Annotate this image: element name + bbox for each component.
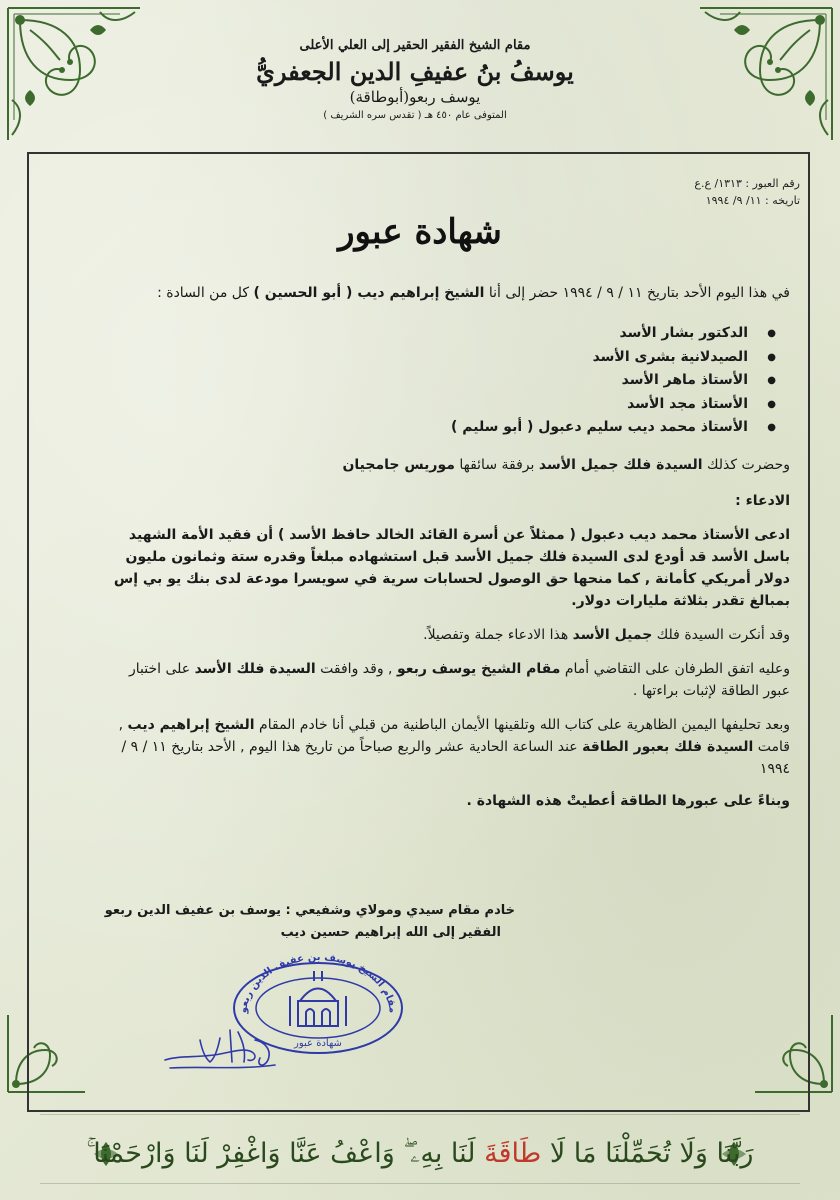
- document-title: شهادة عبور: [338, 212, 502, 252]
- attendee-list: [105, 322, 790, 440]
- list-item: ● الأستاذ ماهر الأسد: [105, 369, 760, 393]
- oath-sheikh: الشيخ إبراهيم ديب: [127, 716, 255, 733]
- handwritten-signature: [160, 1010, 280, 1080]
- signature-scribble-icon: [160, 1010, 280, 1080]
- letterhead-line: مقام الشيخ الفقير الحقير إلى العلي الأعلى: [299, 38, 531, 53]
- attended-lady: السيدة فلك جميل الأسد: [538, 456, 703, 473]
- intro-sheikh: الشيخ إبراهيم ديب ( أبو الحسين ): [253, 285, 485, 301]
- attended-paragraph: [105, 454, 790, 476]
- signature-block: [105, 900, 515, 944]
- oath-crossing: السيدة فلك بعبور الطاقة: [582, 738, 754, 755]
- list-item: ● الأستاذ محمد ديب سليم دعبول ( أبو سليم ): [105, 416, 760, 440]
- deny-paragraph: [105, 624, 790, 646]
- agree-text-end: على اختبار عبور الطاقة لإثبات براءتها .: [129, 660, 790, 699]
- letterhead-alias: يوسف ربعو(أبوطاقة): [349, 88, 481, 106]
- deny-name: جميل الأسد: [572, 626, 653, 643]
- document-body: [105, 282, 790, 812]
- claim-heading: الادعاء :: [735, 492, 790, 509]
- agree-paragraph: [105, 658, 790, 702]
- oath-text: وبعد تحليفها اليمين الظاهرية على كتاب الله وتلقينها الأيمان الباطنية من قبلي أنا خادم المقام: [254, 716, 790, 733]
- oath-text-end: عند الساعة الحادية عشر والربع صباحاً من تاريخ هذا اليوم , الأحد بتاريخ ١١ / ٩ / ١٩٩٤: [121, 738, 790, 777]
- attended-driver: موريس جامجيان: [342, 456, 455, 473]
- letterhead-name: يوسفُ بنُ عفيفِ الدين الجعفريُّ: [256, 57, 574, 86]
- reference-block: [694, 175, 800, 209]
- crossing-number: رقم العبور : ١٣١٣/ ع.ع: [694, 177, 800, 190]
- verse-highlight: طَاقَةَ: [484, 1138, 542, 1169]
- deny-text-end: هذا الادعاء جملة وتفصيلاً.: [423, 626, 573, 643]
- corner-ornament-top-right: [690, 0, 840, 150]
- letterhead-died: المتوفى عام ٤٥٠ هـ ( تقدس سره الشريف ): [323, 110, 507, 121]
- quran-verse: [0, 1138, 840, 1170]
- verse-footer: [0, 1104, 840, 1200]
- floral-ornament-icon: [690, 0, 840, 150]
- signature-name: الفقير إلى الله إبراهيم حسين ديب: [280, 925, 501, 940]
- verse-part-1: رَبَّنَا وَلَا تُحَمِّلْنَا مَا لَا: [541, 1138, 754, 1169]
- final-statement: وبناءً على عبورها الطاقة أعطيتْ هذه الشهادة .: [466, 792, 790, 809]
- list-item: ● الدكتور بشار الأسد: [105, 322, 760, 346]
- corner-ornament-top-left: [0, 0, 150, 150]
- verse-part-2: لَنَا بِهِۦ ۖ وَاعْفُ عَنَّا وَاغْفِرْ لَنَا وَارْحَمْنَا ۚ: [86, 1138, 485, 1169]
- agree-shrine: مقام الشيخ يوسف ربعو: [396, 660, 561, 677]
- agree-lady: السيدة فلك الأسد: [194, 660, 316, 677]
- intro-paragraph: [105, 282, 790, 304]
- intro-text-end: كل من السادة :: [157, 285, 254, 301]
- deny-text: وقد أنكرت السيدة فلك: [652, 626, 790, 643]
- list-item: ● الأستاذ مجد الأسد: [105, 393, 760, 417]
- list-item: ● الصيدلانية بشرى الأسد: [105, 346, 760, 370]
- oath-text-2: , قامت: [118, 716, 790, 755]
- signature-title: خادم مقام سيدي ومولاي وشفيعي : يوسف بن عفيف الدين ربعو: [104, 903, 515, 918]
- attended-text: وحضرت كذلك: [702, 456, 790, 473]
- document-date: تاريخه : ١١/ ٩/ ١٩٩٤: [705, 194, 800, 207]
- floral-ornament-icon: [0, 0, 150, 150]
- attended-text-2: برفقة سائقها: [454, 456, 539, 473]
- claim-paragraph: ادعى الأستاذ محمد ديب دعبول ( ممثلاً عن أسرة القائد الخالد حافظ الأسد ) أن فقيد الأمة الشهيد باسل الأسد قد أودع لدى السيدة فلك جميل الأسد قبل استشهاده مبلغاً وقدره ستة وثمانون مليون دولار أمريكي كأمانة , كما منحها حق الوصول لحسابات سرية في سويسرا مودعة لدى بنك يو بي إس بمبالغ تقدر بثلاثة مليارات دولار.: [113, 526, 790, 609]
- letterhead: [250, 38, 580, 121]
- intro-text: في هذا اليوم الأحد بتاريخ ١١ / ٩ / ١٩٩٤ حضر إلى أنا: [484, 285, 790, 301]
- agree-text: وعليه اتفق الطرفان على التقاضي أمام: [560, 660, 790, 677]
- oath-paragraph: [105, 714, 790, 780]
- svg-text:مقام الشيخ يوسف بن عفيف الدين: [238, 952, 398, 1015]
- stamp-bottom-text: شهادة عبور: [294, 1038, 342, 1049]
- agree-text-2: , وقد وافقت: [315, 660, 397, 677]
- stamp-ring-text: مقام الشيخ يوسف بن عفيف الدين ربعو: [238, 951, 398, 1014]
